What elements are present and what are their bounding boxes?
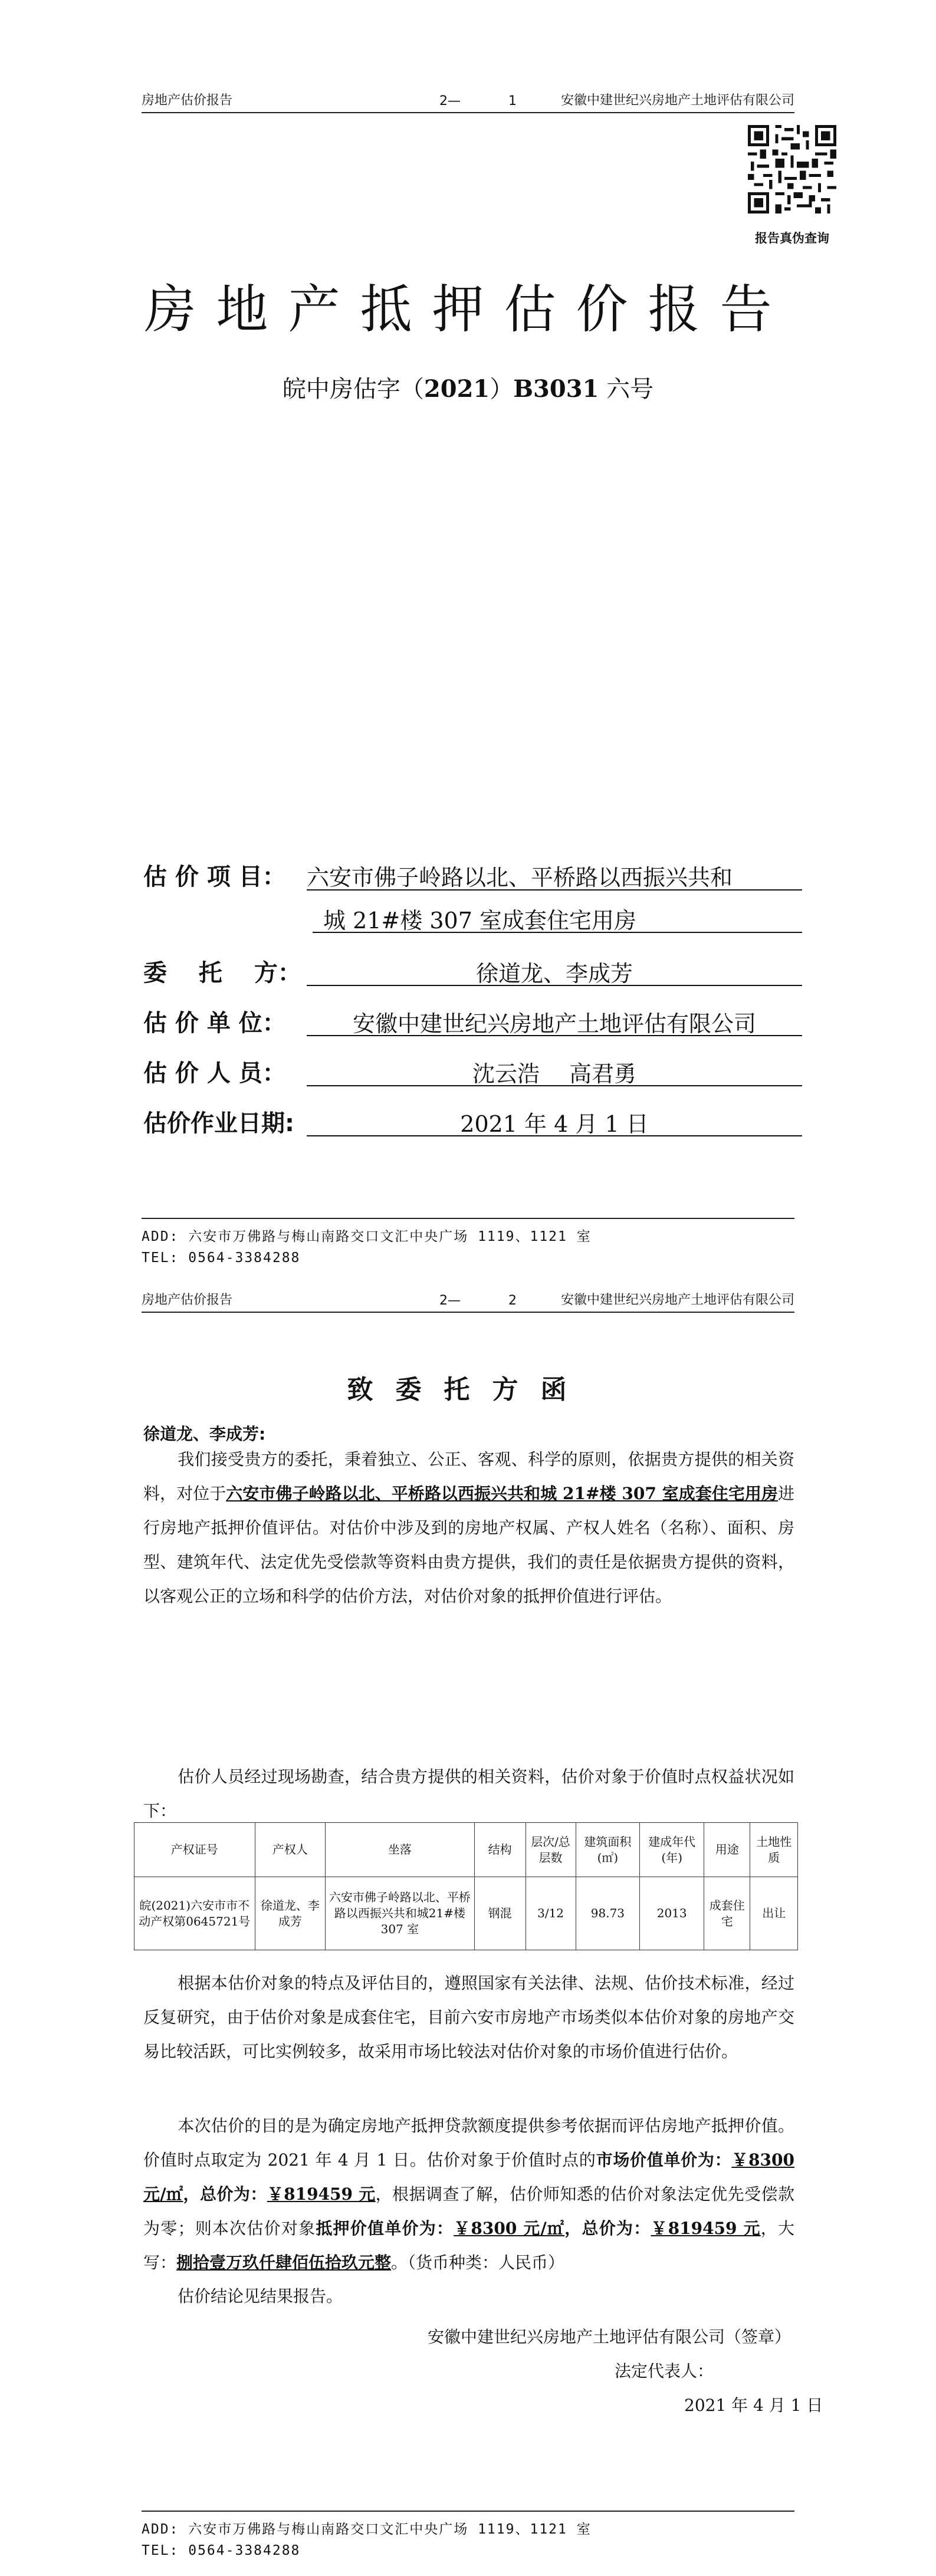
- client-label: 委 托 方：: [143, 960, 301, 987]
- intro-text-c: 进行房地产抵押价值评估。对估价中涉及到的房地产权属、产权人姓名（名称）、面积、房型、建筑年代、法定优先受偿款等资料由贵方提供，我们的责任是依据贵方提供的资料，以客观公正的立场和科学的估价方法，对估价对象的抵押价值进行评估。: [143, 1484, 794, 1606]
- col-structure: 结构: [474, 1823, 526, 1877]
- appraisers-value: 沈云浩 高君勇: [472, 1061, 637, 1087]
- intro-text-a: 我们接受贵方的委托，秉着独立、公正、客观、科学的原则，依据贵方提供的相关资料，对位于: [143, 1450, 794, 1503]
- mortgage-total-label: ，总价为：: [564, 2219, 651, 2238]
- method-text: 根据本估价对象的特点及评估目的，遵照国家有关法律、法规、估价技术标准，经过反复研究，由于估价对象是成套住宅，目前六安市房地产市场类似本估价对象的房地产交易比较活跃，可比实例较多，故采用市场比较法对估价对象的市场价值进行估价。: [143, 1973, 794, 2061]
- paragraph-survey: [143, 1760, 794, 1828]
- cell-owner: 徐道龙、李成芳: [255, 1877, 326, 1950]
- appraisers-underline: [307, 1085, 802, 1086]
- property-location: 六安市佛子岭路以北、平桥路以西振兴共和城 21#楼 307 室成套住宅用房: [226, 1484, 778, 1503]
- project-underline-2: [313, 932, 802, 933]
- conclusion-text-a: 本次估价的目的是为确定房地产抵押贷款额度提供参考依据而评估房地产抵押价值。价值时点取定为 2021 年 4 月 1 日。估价对象于价值时点的: [143, 2116, 794, 2170]
- signature-date: 2021 年 4 月 1 日: [684, 2396, 823, 2415]
- paragraph-method: [143, 1966, 794, 2069]
- report-number-suffix: 六号: [599, 376, 654, 403]
- report-number-code: B3031: [513, 375, 599, 403]
- mortgage-unit-price: ￥8300 元/㎡: [454, 2219, 565, 2238]
- appraisers-label: 估 价 人 员：: [143, 1060, 286, 1087]
- table-row: [134, 1877, 798, 1950]
- cell-area: 98.73: [576, 1877, 640, 1950]
- work-date-value: 2021 年 4 月 1 日: [460, 1111, 649, 1137]
- footer-tel: TEL: 0564-3384288: [142, 1250, 301, 1266]
- market-unit-price-label: 市场价值单价为：: [596, 2150, 732, 2170]
- project-value-line1: 六安市佛子岭路以北、平桥路以西振兴共和: [307, 865, 733, 891]
- client-value: 徐道龙、李成芳: [475, 961, 633, 987]
- see-results-text: 估价结论见结果报告。: [178, 2286, 343, 2306]
- paragraph-intro: [143, 1443, 794, 1614]
- qr-code-icon[interactable]: [748, 125, 836, 213]
- report-number-prefix: 皖中房估字（: [282, 376, 424, 403]
- mortgage-unit-price-label: 抵押价值单价为：: [316, 2219, 454, 2238]
- header-page-number: 2: [508, 1293, 517, 1308]
- uppercase-amount: 捌拾壹万玖仟肆佰伍拾玖元整: [176, 2253, 392, 2272]
- header-doc-type: 房地产估价报告: [142, 1293, 233, 1307]
- paragraph-conclusion: [143, 2109, 794, 2280]
- header-page-prefix: 2—: [439, 1293, 461, 1308]
- qr-caption: 报告真伪查询: [755, 231, 829, 245]
- client-underline: [307, 985, 802, 986]
- cell-location: 六安市佛子岭路以北、平桥路以西振兴共和城21#楼 307 室: [326, 1877, 474, 1950]
- survey-text: 估价人员经过现场勘查，结合贵方提供的相关资料，估价对象于价值时点权益状况如下：: [143, 1767, 794, 1821]
- cell-structure: 钢混: [474, 1877, 526, 1950]
- mortgage-total-price: ￥819459 元: [651, 2219, 761, 2238]
- col-use: 用途: [704, 1823, 750, 1877]
- header-page-number: 1: [508, 94, 517, 109]
- cell-floor: 3/12: [526, 1877, 576, 1950]
- signature-company: 安徽中建世纪兴房地产土地评估有限公司（签章）: [428, 2327, 792, 2347]
- project-underline-1: [307, 889, 802, 891]
- col-owner: 产权人: [255, 1823, 326, 1877]
- report-number: [0, 370, 936, 404]
- conclusion-text-f: ，根据调查了解，估价师知悉的估价对象法定优先受偿款为零；则本次估价对象: [143, 2184, 794, 2238]
- col-location: 坐落: [326, 1823, 474, 1877]
- header-company: 安徽中建世纪兴房地产土地评估有限公司: [560, 1293, 794, 1307]
- project-value-line2: 城 21#楼 307 室成套住宅用房: [323, 908, 636, 934]
- property-rights-table: [134, 1822, 798, 1950]
- col-cert-no: 产权证号: [134, 1823, 255, 1877]
- footer-address: ADD: 六安市万佛路与梅山南路交口文汇中央广场 1119、1121 室: [142, 2522, 592, 2537]
- header-company: 安徽中建世纪兴房地产土地评估有限公司: [560, 93, 794, 108]
- header-doc-type: 房地产估价报告: [142, 93, 233, 108]
- footer-tel: TEL: 0564-3384288: [142, 2543, 301, 2558]
- signature-legal-rep: 法定代表人：: [615, 2361, 714, 2381]
- footer-address: ADD: 六安市万佛路与梅山南路交口文汇中央广场 1119、1121 室: [142, 1229, 592, 1244]
- table-header-row: [134, 1823, 798, 1877]
- col-year: 建成年代(年): [640, 1823, 704, 1877]
- report-number-year: 2021: [423, 375, 490, 403]
- appraisal-unit-underline: [307, 1035, 802, 1036]
- footer-divider: [142, 1218, 794, 1219]
- col-area: 建筑面积(㎡): [576, 1823, 640, 1877]
- letter-title: 致委托方函: [347, 1375, 589, 1405]
- salutation: 徐道龙、李成芳:: [143, 1424, 266, 1444]
- report-number-mid: ）: [490, 376, 514, 403]
- currency-note: 。（货币种类：人民币）: [391, 2253, 565, 2272]
- cell-land-type: 出让: [750, 1877, 798, 1950]
- market-total-label: ，总价为：: [183, 2184, 267, 2204]
- market-total-price: ￥819459 元: [267, 2184, 376, 2204]
- project-label: 估 价 项 目：: [143, 863, 286, 891]
- market-unit-price: ￥8300 元/㎡: [143, 2150, 794, 2204]
- footer-divider: [142, 2511, 794, 2512]
- col-land-type: 土地性质: [750, 1823, 798, 1877]
- header-page-prefix: 2—: [439, 94, 461, 109]
- cell-cert-no: 皖(2021)六安市市不动产权第0645721号: [134, 1877, 255, 1950]
- work-date-label: 估价作业日期:: [143, 1110, 294, 1137]
- page-header: [142, 88, 794, 113]
- appraisal-unit-value: 安徽中建世纪兴房地产土地评估有限公司: [352, 1011, 756, 1037]
- col-floor: 层次/总层数: [526, 1823, 576, 1877]
- paragraph-see-results: [143, 2279, 794, 2314]
- cell-year: 2013: [640, 1877, 704, 1950]
- report-title: 房地产抵押估价报告: [144, 279, 792, 340]
- appraisal-unit-label: 估 价 单 位：: [143, 1010, 286, 1037]
- uppercase-label: ，大写：: [143, 2219, 794, 2272]
- entrustment-letter-page: [0, 1288, 936, 2576]
- work-date-underline: [307, 1135, 802, 1136]
- cell-use: 成套住宅: [704, 1877, 750, 1950]
- page-header: [142, 1288, 794, 1313]
